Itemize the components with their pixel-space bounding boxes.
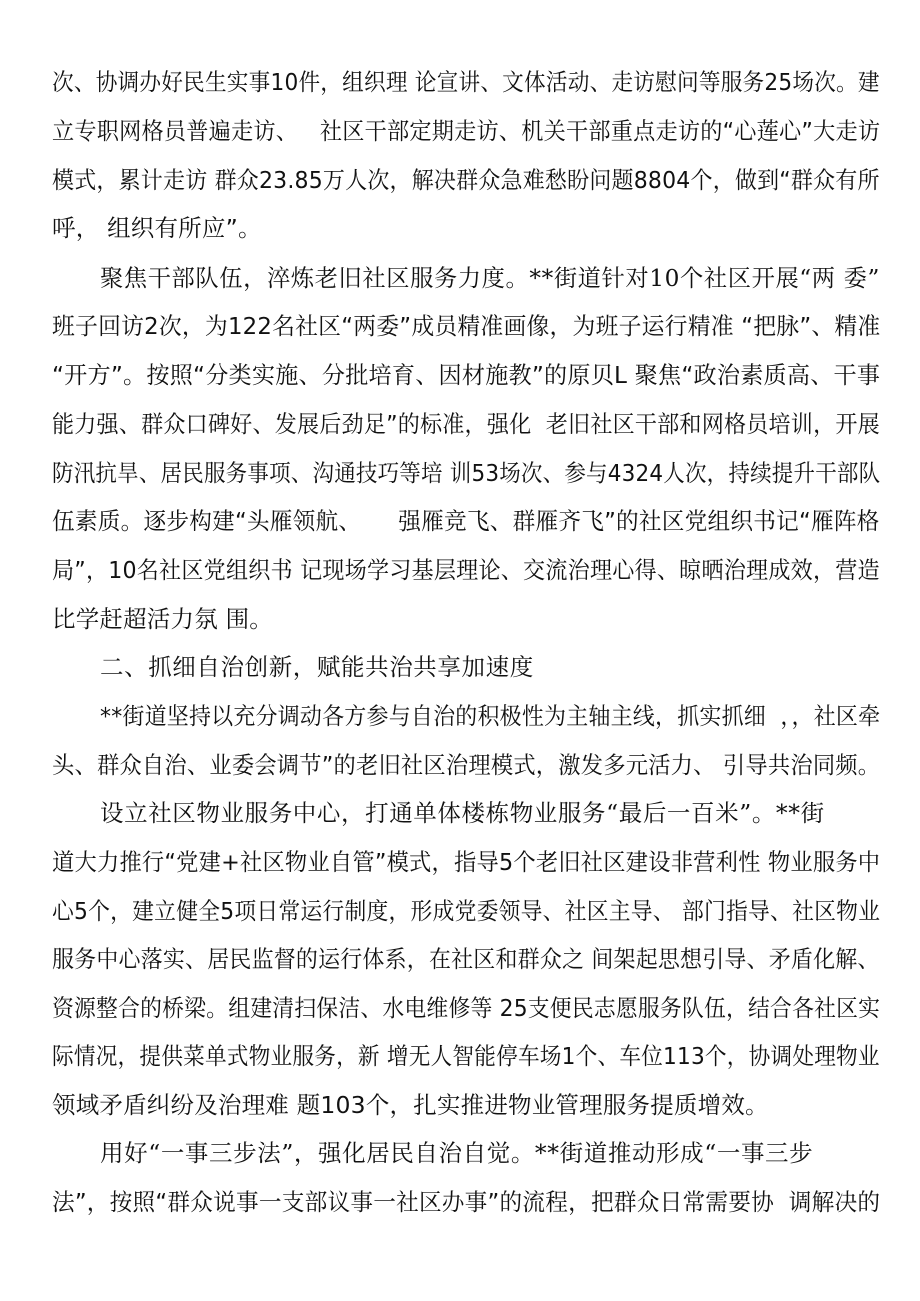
text-line: 呼， 组织有所应”。 bbox=[52, 214, 262, 242]
text-line: 道大力推行“党建+社区物业自管”模式，指导5个老旧社区建设非营利性 物业服务中 bbox=[52, 848, 881, 876]
text-line: 际情况，提供菜单式物业服务，新 增无人智能停车场1个、车位113个，协调处理物业 bbox=[52, 1042, 880, 1070]
text-line: 能力强、群众口碑好、发展后劲足”的标准，强化 老旧社区干部和网格员培训，开展 bbox=[52, 410, 880, 438]
paragraph-heading-line: 用好“一事三步法”，强化居民自治自觉。**街道推动形成“一事三步 bbox=[100, 1139, 814, 1167]
text-line: 班子回访2次，为122名社区“两委”成员精准画像，为班子运行精准 “把脉”、精准 bbox=[52, 312, 881, 340]
text-line: 法”，按照“群众说事一支部议事一社区办事”的流程，把群众日常需要协 调解决的 bbox=[52, 1188, 881, 1216]
text-line: 资源整合的桥梁。组建清扫保洁、水电维修等 25支便民志愿服务队伍，结合各社区实 bbox=[52, 994, 881, 1022]
text-line: 领域矛盾纠纷及治理难 题103个，扎实推进物业管理服务提质增效。 bbox=[52, 1091, 769, 1119]
text-line: 头、群众自治、业委会调节”的老旧社区治理模式，激发多元活力、 引导共治同频。 bbox=[52, 751, 881, 779]
text-line: 心5个，建立健全5项日常运行制度，形成党委领导、社区主导、 部门指导、社区物业 bbox=[52, 897, 881, 925]
text-line: 模式，累计走访 群众23.85万人次，解决群众急难愁盼问题8804个，做到“群众有所 bbox=[52, 166, 880, 194]
text-line: 服务中心落实、居民监督的运行体系，在社区和群众之 间架起思想引导、矛盾化解、 bbox=[52, 945, 880, 973]
section-heading: 二、抓细自治创新，赋能共治共享加速度 bbox=[100, 653, 534, 681]
text-line: 局”，10名社区党组织书 记现场学习基层理论、交流治理心得、晾晒治理成效，营造 bbox=[52, 556, 880, 584]
text-line: 比学赶超活力氛 围。 bbox=[52, 605, 273, 633]
text-line: 防汛抗旱、居民服务事项、沟通技巧等培 训53场次、参与4324人次，持续提升干部队 bbox=[52, 459, 881, 487]
text-line: “开方”。按照“分类实施、分批培育、因材施教”的原贝L 聚焦“政治素质高、干事 bbox=[52, 361, 881, 389]
paragraph-heading-line: 设立社区物业服务中心，打通单体楼栋物业服务“最后一百米”。**街 bbox=[100, 799, 825, 827]
text-line: **街道坚持以充分调动各方参与自治的积极性为主轴主线，抓实抓细 ，，社区牵 bbox=[100, 702, 881, 730]
text-line: 伍素质。逐步构建“头雁领航、 强雁竞飞、群雁齐飞”的社区党组织书记“雁阵格 bbox=[52, 507, 880, 535]
paragraph-heading-line: 聚焦干部队伍，淬炼老旧社区服务力度。**街道针对10个社区开展“两 委” bbox=[100, 264, 880, 292]
text-line: 次、协调办好民生实事10件，组织理 论宣讲、文体活动、走访慰问等服务25场次。建 bbox=[52, 68, 880, 96]
text-line: 立专职网格员普遍走访、 社区干部定期走访、机关干部重点走访的“心莲心”大走访 bbox=[52, 117, 881, 145]
